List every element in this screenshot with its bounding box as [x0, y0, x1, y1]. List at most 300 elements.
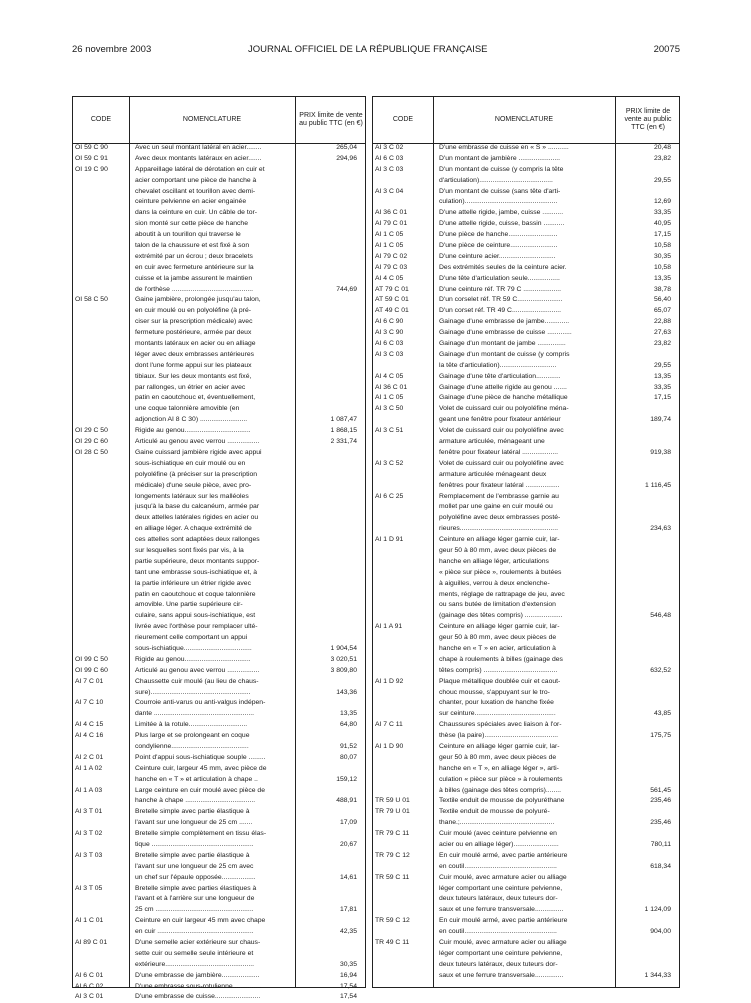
row-nomenclature: extérieure...............................................: [135, 960, 254, 968]
row-nomenclature: Ceinture en alliage léger garnie cuir, lar-: [439, 742, 560, 750]
row-price: 17,54: [339, 993, 357, 1001]
table-row: [73, 905, 365, 916]
row-price: 1 087,47: [330, 416, 357, 424]
nomenclature-column-header: NOMENCLATURE: [182, 116, 242, 123]
row-nomenclature: D'une pièce de hanche..........................: [439, 231, 558, 239]
table-row: [73, 753, 365, 764]
row-nomenclature: Gainage d'une attelle rigide au genou .......: [439, 383, 567, 391]
table-row: [73, 644, 365, 655]
row-nomenclature: tibiaux. Sur les deux montants est fixé,: [135, 372, 252, 380]
row-price: 17,15: [653, 394, 671, 402]
table-row: [373, 252, 679, 263]
table-row: [73, 197, 365, 208]
table-row: [373, 339, 679, 350]
row-nomenclature: Bretelle simple avec partie élastique à: [135, 808, 250, 816]
table-row: [73, 459, 365, 470]
row-price: 546,48: [650, 612, 671, 620]
row-nomenclature: thèse (la paire).......................................: [439, 732, 558, 740]
row-nomenclature: Gainage d'un montant de jambe ...............: [439, 340, 566, 348]
table-row: [73, 252, 365, 263]
row-price: 175,75: [650, 732, 671, 740]
row-nomenclature: livrée avec l'orthèse pour remplacer ulté-: [135, 623, 258, 631]
row-price: 13,35: [653, 274, 671, 282]
row-nomenclature: sette cuir ou semelle seule intérieure et: [135, 949, 254, 957]
table-row: [373, 709, 679, 720]
row-code: AI 1 C 05: [375, 394, 404, 402]
row-nomenclature: D'une embrasse de cuisse en « S » ...........: [439, 144, 569, 151]
row-nomenclature: D'une attelle rigide, cuisse, bassin ...........: [439, 220, 565, 228]
row-code: AI 89 C 01: [75, 939, 108, 947]
table-row: [73, 241, 365, 252]
row-code: AI 1 C 01: [75, 917, 104, 925]
row-nomenclature: armature articulée, ménageant une: [439, 438, 545, 446]
table-row: [373, 176, 679, 187]
table-row: [373, 230, 679, 241]
row-nomenclature: Gaine cuissard jambière rigide avec appui: [135, 448, 262, 456]
row-nomenclature: Articulé au genou avec verrou .................: [135, 666, 260, 674]
row-nomenclature: Textile enduit de mousse de polyuréthane: [439, 797, 565, 805]
row-code: AI 1 A 91: [375, 623, 403, 631]
table-row: [373, 437, 679, 448]
row-code: AI 79 C 02: [375, 252, 408, 260]
left-table-header: [73, 97, 365, 144]
table-row: [373, 317, 679, 328]
table-row: [373, 513, 679, 524]
left-table-body: [73, 143, 365, 1001]
row-nomenclature: aboutit à un tourillon qui traverse le: [135, 231, 241, 239]
table-row: [73, 263, 365, 274]
row-code: AI 3 C 50: [375, 405, 404, 413]
table-row: [373, 263, 679, 274]
row-price: 80,07: [339, 753, 357, 761]
row-nomenclature: ciser sur la prescription médicale) avec: [135, 318, 253, 326]
table-row: [373, 905, 679, 916]
row-code: AI 3 C 52: [375, 459, 404, 467]
row-nomenclature: à billes (gainage des têtes compris)........: [439, 786, 562, 794]
table-row: [373, 481, 679, 492]
row-price: 29,55: [653, 361, 671, 369]
code-column-header: CODE: [90, 116, 112, 123]
row-nomenclature: la partie inférieure un étrier rigide avec: [135, 579, 251, 587]
row-nomenclature: patin en caoutchouc et coque talonnière: [135, 590, 256, 598]
row-nomenclature: dans la ceinture en cuir. Un câble de tor-: [135, 209, 258, 217]
table-row: [373, 960, 679, 971]
row-price: 22,88: [653, 318, 671, 326]
row-nomenclature: saux et une ferrure transversale...............: [439, 906, 564, 914]
table-row: [373, 644, 679, 655]
row-price: 159,12: [336, 775, 357, 783]
row-nomenclature: culaire, sans appui sous-ischiatique, est: [135, 612, 256, 620]
row-nomenclature: (gainage des têtes compris) ....................: [439, 612, 563, 620]
table-row: [373, 415, 679, 426]
table-row: [373, 393, 679, 404]
row-nomenclature: geur 50 à 80 mm, avec deux pièces de: [439, 753, 557, 761]
row-code: TR 59 U 01: [375, 797, 410, 805]
table-row: [373, 622, 679, 633]
row-price: 234,63: [650, 525, 671, 533]
row-code: AI 6 C 02: [75, 982, 104, 990]
row-nomenclature: Des extrémités seules de la ceinture acier.: [439, 263, 567, 271]
row-nomenclature: D'un montant de cuisse (y compris la tête: [439, 165, 564, 173]
table-row: [73, 187, 365, 198]
row-code: AI 1 D 92: [375, 677, 404, 685]
table-row: [73, 851, 365, 862]
table-row: [73, 600, 365, 611]
row-code: AI 7 C 11: [375, 721, 403, 729]
table-row: [73, 513, 365, 524]
row-nomenclature: acier comportant une pièce de hanche à: [135, 176, 257, 184]
table-row: [73, 884, 365, 895]
row-code: OI 59 C 90: [75, 144, 108, 151]
row-nomenclature: Ceinture en alliage léger garnie cuir, lar-: [439, 536, 560, 544]
row-code: AI 7 C 01: [75, 677, 104, 685]
table-row: [73, 709, 365, 720]
row-code: AI 3 T 02: [75, 830, 103, 838]
row-nomenclature: hanche en « T » en acier, articulation à: [439, 644, 556, 652]
row-price: 30,35: [653, 252, 671, 260]
row-nomenclature: Volet de cuissard cuir ou polyoléfine ména-: [439, 405, 569, 413]
row-price: 143,36: [336, 688, 357, 696]
row-nomenclature: Chaussette cuir moulé (au lieu de chaus-: [135, 677, 259, 685]
table-row: [73, 971, 365, 982]
table-row: [373, 786, 679, 797]
table-row: [73, 829, 365, 840]
table-row: [73, 938, 365, 949]
row-nomenclature: Gainage d'une tête d'articulation.............: [439, 372, 561, 380]
row-code: OI 99 C 50: [75, 655, 108, 663]
table-row: [73, 677, 365, 688]
table-row: [73, 426, 365, 437]
table-row: [373, 633, 679, 644]
row-nomenclature: Courroie anti-varus ou anti-valgus indépen-: [135, 699, 266, 707]
table-row: [73, 633, 365, 644]
table-row: [73, 982, 365, 993]
row-nomenclature: D'un corset réf. TR 49 C..........................: [439, 307, 562, 315]
row-code: TR 79 C 11: [375, 830, 410, 838]
row-nomenclature: Cuir moulé, avec armature acier ou alliage: [439, 873, 567, 881]
row-nomenclature: Cuir moulé, avec armature acier ou alliage: [439, 939, 567, 947]
code-column-header: CODE: [392, 116, 414, 123]
row-price: 13,35: [339, 710, 357, 718]
row-code: AI 4 C 16: [75, 732, 104, 740]
row-price: 64,80: [339, 721, 357, 729]
table-row: [373, 862, 679, 873]
row-nomenclature: Ceinture en alliage léger garnie cuir, lar-: [439, 623, 560, 631]
table-row: [373, 720, 679, 731]
row-nomenclature: Avec un seul montant latéral en acier........: [135, 144, 262, 151]
table-row: [73, 960, 365, 971]
table-row: [373, 492, 679, 503]
row-code: AI 36 C 01: [375, 209, 408, 217]
row-price: 235,46: [650, 819, 671, 827]
row-price: 27,63: [653, 329, 671, 337]
row-nomenclature: d'articulation).......................................: [439, 176, 553, 184]
header-title: JOURNAL OFFICIEL DE LA RÉPUBLIQUE FRANÇAISE: [248, 44, 488, 55]
row-code: AI 3 T 03: [75, 851, 103, 859]
table-row: [373, 590, 679, 601]
row-nomenclature: partie supérieure, deux montants suppor-: [135, 557, 260, 565]
row-price: 618,34: [650, 862, 671, 870]
table-row: [73, 285, 365, 296]
table-row: [73, 731, 365, 742]
table-row: [373, 524, 679, 535]
row-code: AI 1 D 91: [375, 536, 404, 544]
row-code: OI 28 C 50: [75, 448, 108, 456]
row-nomenclature: sur ceinture...........................................: [439, 710, 556, 718]
row-nomenclature: « pièce sur pièce », roulements à butées: [439, 568, 562, 576]
row-nomenclature: talon de la chaussure et est fixé à son: [135, 242, 250, 250]
row-code: TR 59 C 11: [375, 873, 410, 881]
row-nomenclature: En cuir moulé armé, avec partie antérieure: [439, 851, 568, 859]
row-nomenclature: fenêtres pour fixateur latéral ..................: [439, 481, 560, 489]
row-nomenclature: Point d'appui sous-ischiatique souple .........: [135, 753, 266, 761]
row-price: 38,78: [653, 285, 671, 293]
row-price: 744,69: [336, 285, 357, 293]
row-code: AI 79 C 01: [375, 220, 408, 228]
row-price: 14,61: [339, 873, 357, 881]
row-code: AI 3 T 05: [75, 884, 103, 892]
row-nomenclature: fermeture postérieure, armée par deux: [135, 329, 252, 337]
row-price: 17,15: [653, 231, 671, 239]
row-price: 23,82: [653, 340, 671, 348]
row-price: 1 904,54: [330, 644, 357, 652]
row-nomenclature: Plus large et se prolongeant en coque: [135, 732, 250, 740]
row-nomenclature: D'une pièce de ceinture.........................: [439, 242, 558, 250]
table-row: [373, 742, 679, 753]
row-nomenclature: extrémité par un écrou ; deux bracelets: [135, 252, 253, 260]
row-nomenclature: Cuir moulé (avec ceinture pelvienne en: [439, 830, 557, 838]
table-row: [73, 894, 365, 905]
row-price: 189,74: [650, 416, 671, 424]
row-nomenclature: un chef sur l'épaule opposée..................: [135, 873, 256, 881]
table-row: [373, 306, 679, 317]
right-table-body: [373, 143, 679, 987]
table-row: [373, 600, 679, 611]
row-code: OI 99 C 60: [75, 666, 108, 674]
row-nomenclature: geant une fenêtre pour fixateur antérieur: [439, 416, 561, 424]
row-price: 56,40: [653, 296, 671, 304]
row-nomenclature: en coutil.................................................: [439, 928, 557, 936]
row-code: AI 3 C 02: [375, 144, 404, 151]
row-nomenclature: fenêtre pour fixateur latéral ...................: [439, 448, 558, 456]
table-row: [73, 688, 365, 699]
row-nomenclature: amovible. Une partie supérieure cir-: [135, 601, 243, 609]
row-nomenclature: ments, réglage de rattrapage de jeu, avec: [439, 590, 565, 598]
row-code: AI 79 C 03: [375, 263, 408, 271]
row-nomenclature: culation).................................................: [439, 198, 558, 206]
row-nomenclature: culation « pièce sur pièce » à roulements: [439, 775, 563, 783]
table-row: [73, 622, 365, 633]
table-row: [73, 437, 365, 448]
row-nomenclature: par rallonges, un étrier en acier avec: [135, 383, 246, 391]
row-price: 29,55: [653, 176, 671, 184]
table-row: [73, 339, 365, 350]
row-price: 294,96: [336, 154, 357, 162]
row-nomenclature: en alliage léger. A chaque extrémité de: [135, 525, 252, 533]
row-nomenclature: têtes compris) .......................................: [439, 666, 558, 674]
row-code: AI 6 C 03: [375, 154, 404, 162]
row-nomenclature: Remplacement de l'embrasse garnie au: [439, 492, 559, 500]
row-nomenclature: D'une ceinture réf. TR 79 C ....................: [439, 285, 562, 293]
row-nomenclature: à aiguilles, verrou à deux enclenche-: [439, 579, 550, 587]
row-price: 904,00: [650, 928, 671, 936]
table-row: [73, 208, 365, 219]
table-row: [73, 862, 365, 873]
row-nomenclature: D'une embrasse de jambière....................: [135, 971, 260, 979]
table-row: [73, 154, 365, 165]
row-nomenclature: chanter, pour luxation de hanche fixée: [439, 699, 554, 707]
table-row: [373, 851, 679, 862]
table-row: [373, 143, 679, 154]
row-code: AI 2 C 01: [75, 753, 104, 761]
row-nomenclature: Plaque métallique doublée cuir et caout-: [439, 677, 561, 685]
table-row: [373, 818, 679, 829]
table-row: [373, 655, 679, 666]
table-row: [373, 764, 679, 775]
row-nomenclature: Appareillage latéral de dérotation en cuir et: [135, 165, 265, 173]
row-nomenclature: D'une embrasse sous-rotulienne...............: [135, 982, 261, 990]
row-price: 16,94: [339, 971, 357, 979]
row-nomenclature: l'avant sur une longueur de 25 cm avec: [135, 862, 254, 870]
table-row: [73, 361, 365, 372]
row-nomenclature: Rigide au genou...................................: [135, 427, 251, 435]
table-row: [73, 165, 365, 176]
row-nomenclature: deux attelles latérales rigides en acier ou: [135, 514, 259, 522]
row-price: 235,46: [650, 797, 671, 805]
table-row: [73, 176, 365, 187]
row-code: AI 4 C 05: [375, 274, 404, 282]
row-code: AI 6 C 03: [375, 340, 404, 348]
table-row: [373, 535, 679, 546]
row-price: 17,81: [339, 906, 357, 914]
table-row: [73, 873, 365, 884]
row-nomenclature: Volet de cuissard cuir ou polyoléfine avec: [439, 459, 564, 467]
row-nomenclature: geur 50 à 80 mm, avec deux pièces de: [439, 546, 557, 554]
row-nomenclature: longements latéraux sur les malléoles: [135, 492, 249, 500]
table-row: [73, 786, 365, 797]
row-nomenclature: montants latéraux en acier ou en alliage: [135, 340, 256, 348]
row-code: TR 59 C 12: [375, 917, 410, 925]
table-row: [373, 829, 679, 840]
table-row: [73, 916, 365, 927]
left-price-table: [72, 96, 366, 1001]
table-row: [73, 655, 365, 666]
table-row: [373, 165, 679, 176]
table-row: [373, 840, 679, 851]
table-row: [73, 557, 365, 568]
row-nomenclature: Ceinture en cuir largeur 45 mm avec chape: [135, 917, 266, 925]
nomenclature-column-header: NOMENCLATURE: [494, 116, 554, 123]
row-code: AI 1 C 05: [375, 231, 404, 239]
row-code: AI 6 C 25: [375, 492, 404, 500]
row-nomenclature: en cuir moulé ou en polyoléfine (à pré-: [135, 307, 251, 315]
row-code: OI 58 C 50: [75, 296, 108, 304]
row-nomenclature: léger comportant une ceinture pelvienne,: [439, 949, 563, 957]
table-row: [373, 241, 679, 252]
row-nomenclature: D'un corselet réf. TR 59 C........................: [439, 296, 563, 304]
row-code: AI 1 A 03: [75, 786, 103, 794]
row-code: AI 4 C 15: [75, 721, 104, 729]
row-code: OI 19 C 90: [75, 165, 108, 173]
row-code: OI 29 C 50: [75, 427, 108, 435]
row-nomenclature: D'une embrasse de cuisse........................: [135, 993, 261, 1001]
row-price: 10,58: [653, 242, 671, 250]
row-price: 33,35: [653, 209, 671, 217]
row-price: 919,38: [650, 448, 671, 456]
table-row: [73, 274, 365, 285]
row-price: 561,45: [650, 786, 671, 794]
table-row: [373, 698, 679, 709]
row-price: 632,52: [650, 666, 671, 674]
table-row: [373, 459, 679, 470]
row-nomenclature: Large ceinture en cuir moulé avec pièce de: [135, 786, 265, 794]
table-row: [73, 949, 365, 960]
row-price: 2 331,74: [330, 438, 357, 446]
table-row: [73, 143, 365, 154]
row-price: 23,82: [653, 154, 671, 162]
row-nomenclature: en coutil.................................................: [439, 862, 557, 870]
row-nomenclature: hanche en « T » et articulation à chape ..: [135, 775, 258, 783]
table-row: [73, 720, 365, 731]
row-nomenclature: tique ......................................................: [135, 841, 254, 848]
table-row: [73, 415, 365, 426]
row-nomenclature: adjonction AI 8 C 30) .........................: [135, 416, 248, 424]
table-row: [73, 590, 365, 601]
row-code: AI 3 C 03: [375, 350, 404, 358]
row-nomenclature: deux tuteurs latéraux, deux tuteurs dor-: [439, 960, 558, 968]
row-price: 265,04: [336, 144, 357, 151]
row-nomenclature: léger comportant une ceinture pelvienne,: [439, 884, 563, 892]
row-nomenclature: geur 50 à 80 mm, avec deux pièces de: [439, 634, 557, 642]
row-price: 12,69: [653, 198, 671, 206]
table-row: [73, 524, 365, 535]
row-nomenclature: D'une attelle rigide, jambe, cuisse ...........: [439, 209, 564, 217]
table-row: [73, 306, 365, 317]
row-price: 1 116,45: [645, 481, 671, 489]
row-nomenclature: Gainage d'une pièce de hanche métallique: [439, 394, 568, 402]
row-code: OI 59 C 91: [75, 154, 108, 162]
row-code: AI 36 C 01: [375, 383, 408, 391]
row-price: 780,11: [650, 841, 671, 848]
row-code: AI 4 C 05: [375, 372, 404, 380]
row-nomenclature: cuisse et la jambe assurent le maintien: [135, 274, 253, 282]
row-price: 1 344,33: [644, 971, 671, 979]
table-row: [373, 208, 679, 219]
row-price: 91,52: [339, 742, 357, 750]
row-nomenclature: de l'orthèse ...........................................: [135, 285, 254, 293]
row-code: AI 3 C 04: [375, 187, 404, 195]
row-nomenclature: hanche en « T », en alliage léger », arti-: [439, 764, 559, 772]
table-row: [373, 568, 679, 579]
table-row: [73, 698, 365, 709]
row-nomenclature: tant une embrasse sous-ischiatique et, à: [135, 568, 258, 576]
row-nomenclature: Bretelle simple complètement en tissu élas-: [135, 830, 267, 838]
row-nomenclature: ces attelles sont adaptées deux rallonges: [135, 536, 260, 544]
table-row: [373, 295, 679, 306]
header-page-number: 20075: [653, 44, 680, 55]
table-row: [373, 938, 679, 949]
row-nomenclature: Gaine jambière, prolongée jusqu'au talon,: [135, 296, 261, 304]
row-nomenclature: Gainage d'un montant de cuisse (y compris: [439, 350, 570, 358]
table-row: [73, 350, 365, 361]
table-row: [73, 470, 365, 481]
row-code: AT 59 C 01: [375, 296, 409, 304]
table-row: [373, 557, 679, 568]
row-code: AI 1 C 05: [375, 242, 404, 250]
table-row: [373, 546, 679, 557]
row-nomenclature: Bretelle simple avec partie élastique à: [135, 851, 250, 859]
row-code: AI 3 C 51: [375, 427, 404, 435]
